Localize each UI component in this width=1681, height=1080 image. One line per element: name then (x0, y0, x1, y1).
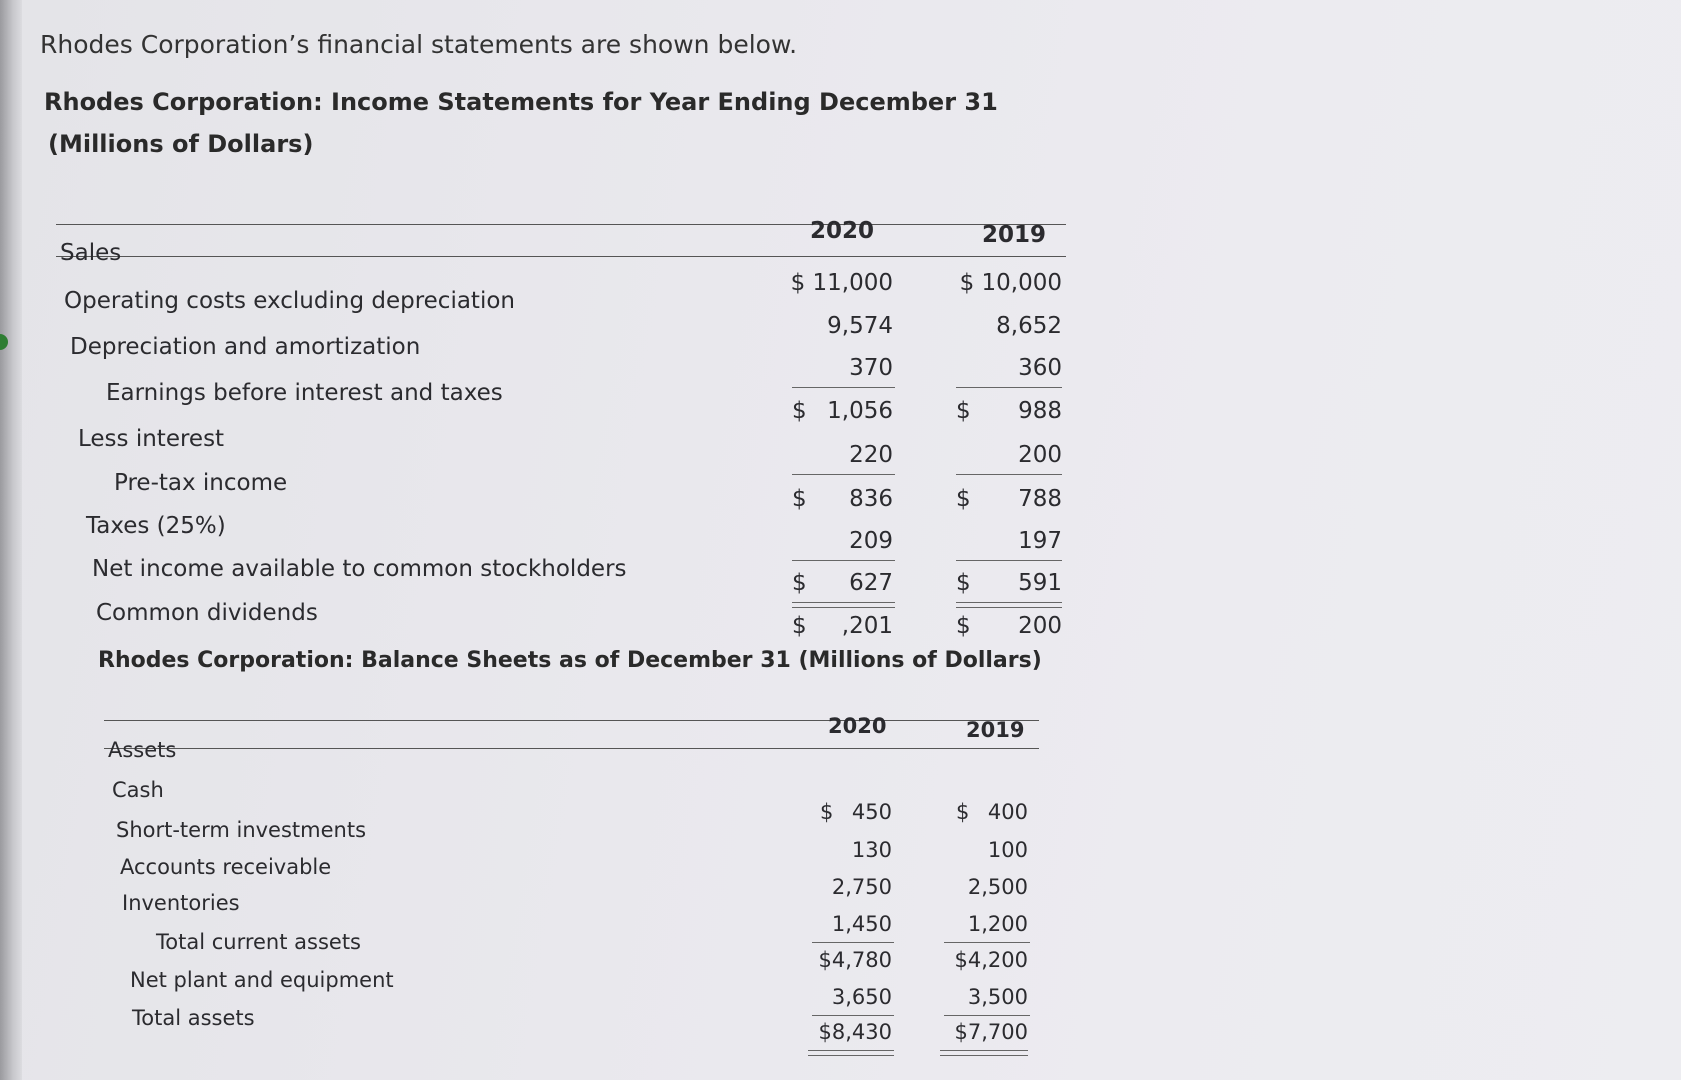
income-value-2019: 360 (1018, 355, 1062, 381)
income-col-2020: 2020 (810, 218, 875, 244)
balance-row-label: Net plant and equipment (130, 968, 394, 992)
balance-value-2020: 3,650 (831, 985, 892, 1009)
screen-bezel (0, 0, 22, 1080)
income-col-2019: 2019 (982, 222, 1047, 248)
income-row-label: Taxes (25%) (86, 513, 226, 539)
balance-col-2019: 2019 (966, 718, 1025, 742)
dollar-sign-2020: $ (792, 613, 807, 639)
dollar-sign-2019: $ (956, 613, 971, 639)
income-value-2020: 220 (849, 442, 893, 468)
dollar-sign-2020: $ (792, 570, 807, 596)
income-value-2020: 9,574 (827, 313, 893, 339)
income-row-label: Common dividends (96, 600, 318, 626)
balance-value-2019: 100 (987, 838, 1028, 862)
subtotal-underline (812, 1015, 894, 1016)
balance-value-2019: 1,200 (967, 912, 1028, 936)
income-value-2019: 200 (1018, 442, 1062, 468)
subtotal-underline (944, 1015, 1030, 1016)
balance-value-2020: $8,430 (818, 1020, 892, 1044)
income-value-2020: 209 (849, 528, 893, 554)
subtotal-underline (956, 474, 1062, 475)
income-value-2019: 788 (1018, 486, 1062, 512)
total-double-underline (956, 602, 1062, 608)
subtotal-underline (792, 474, 895, 475)
balance-value-2020: 450 (851, 800, 892, 824)
balance-row-label: Accounts receivable (120, 855, 332, 879)
subtotal-underline (792, 560, 895, 561)
total-double-underline (940, 1050, 1028, 1056)
balance-sheet-title: Rhodes Corporation: Balance Sheets as of December 31 (Millions of Dollars) (98, 648, 1042, 673)
income-row-label: Depreciation and amortization (70, 334, 421, 360)
balance-row-label: Short-term investments (116, 818, 367, 842)
dollar-sign-2019: $ (956, 398, 971, 424)
total-double-underline (792, 602, 895, 608)
income-statement-units: (Millions of Dollars) (48, 130, 314, 158)
balance-value-2019: $4,200 (954, 948, 1028, 972)
balance-value-2020: 2,750 (831, 875, 892, 899)
income-value-2020: ,201 (841, 613, 893, 639)
income-row-label: Pre-tax income (114, 470, 288, 496)
subtotal-underline (944, 942, 1030, 943)
balance-col-2020: 2020 (828, 714, 887, 738)
balance-row-label: Assets (108, 738, 177, 762)
balance-value-2019: 400 (987, 800, 1028, 824)
income-row-label: Less interest (78, 426, 225, 452)
income-header-rule (56, 224, 1066, 225)
dollar-sign-2020: $ (820, 800, 834, 824)
income-value-2020: 370 (849, 355, 893, 381)
income-value-2019: 197 (1018, 528, 1062, 554)
income-value-2019: 8,652 (996, 313, 1062, 339)
income-value-2019: $ 10,000 (959, 270, 1062, 296)
balance-value-2019: 2,500 (967, 875, 1028, 899)
income-row-label: Sales (60, 240, 122, 266)
income-row-label: Net income available to common stockholders (92, 556, 627, 582)
dollar-sign-2020: $ (792, 398, 807, 424)
subtotal-underline (956, 560, 1062, 561)
balance-value-2020: 130 (851, 838, 892, 862)
income-value-2020: $ 11,000 (790, 270, 893, 296)
income-value-2019: 591 (1018, 570, 1062, 596)
income-col-rule (56, 256, 1066, 257)
income-row-label: Earnings before interest and taxes (106, 380, 503, 406)
income-row-label: Operating costs excluding depreciation (64, 288, 515, 314)
income-value-2020: 627 (849, 570, 893, 596)
balance-row-label: Inventories (122, 891, 240, 915)
balance-value-2020: $4,780 (818, 948, 892, 972)
subtotal-underline (792, 387, 895, 388)
income-statement-title: Rhodes Corporation: Income Statements for Year Ending December 31 (44, 88, 998, 116)
dollar-sign-2019: $ (956, 570, 971, 596)
balance-value-2019: 3,500 (967, 985, 1028, 1009)
balance-col-rule (104, 748, 1039, 749)
balance-value-2020: 1,450 (831, 912, 892, 936)
balance-row-label: Total current assets (156, 930, 361, 954)
intro-text: Rhodes Corporation’s financial statements are shown below. (40, 30, 798, 59)
subtotal-underline (956, 387, 1062, 388)
balance-row-label: Cash (112, 778, 164, 802)
income-value-2019: 988 (1018, 398, 1062, 424)
income-value-2020: 1,056 (827, 398, 893, 424)
balance-row-label: Total assets (132, 1006, 255, 1030)
subtotal-underline (812, 942, 894, 943)
total-double-underline (808, 1050, 894, 1056)
dollar-sign-2019: $ (956, 486, 971, 512)
dollar-sign-2019: $ (956, 800, 970, 824)
income-value-2020: 836 (849, 486, 893, 512)
dollar-sign-2020: $ (792, 486, 807, 512)
balance-header-rule (104, 720, 1039, 721)
income-value-2019: 200 (1018, 613, 1062, 639)
balance-value-2019: $7,700 (954, 1020, 1028, 1044)
